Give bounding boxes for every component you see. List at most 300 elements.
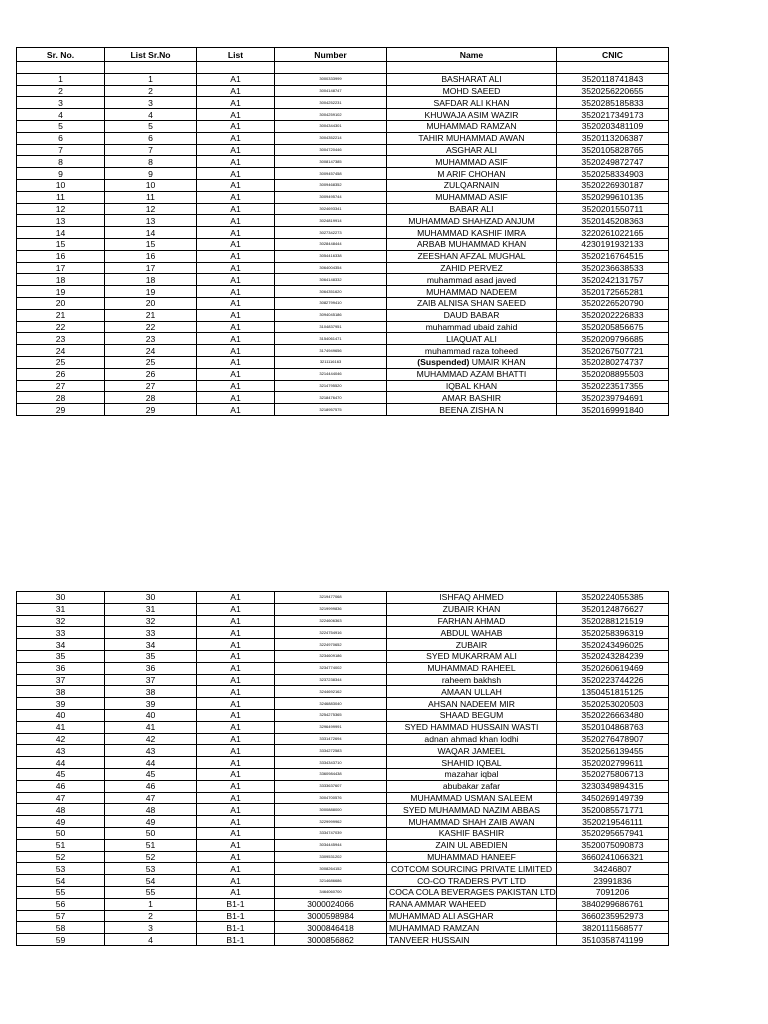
cell-sr-no: 59 (17, 934, 105, 946)
cell-list: A1 (197, 333, 275, 345)
cell-name (387, 356, 557, 368)
cell-name: raheem bakhsh (387, 674, 557, 686)
table-row (17, 804, 669, 816)
cell-number: 3333637607 (275, 780, 387, 792)
table-row (17, 345, 669, 357)
cell-cnic: 3520224055385 (557, 592, 669, 604)
cell-name: WAQAR JAMEEL (387, 745, 557, 757)
cell-list-sr-no: 44 (105, 757, 197, 769)
cell-sr-no: 8 (17, 156, 105, 168)
cell-name: IQBAL KHAN (387, 380, 557, 392)
cell-cnic: 3520239794691 (557, 392, 669, 404)
table-row (17, 816, 669, 828)
cell-list-sr-no: 19 (105, 286, 197, 298)
cell-list: A1 (197, 839, 275, 851)
cell-list: A1 (197, 203, 275, 215)
cell-name: AMAR BASHIR (387, 392, 557, 404)
cell-name: TAHIR MUHAMMAD AWAN (387, 132, 557, 144)
cell-list-sr-no: 37 (105, 674, 197, 686)
cell-sr-no: 55 (17, 886, 105, 898)
cell-cnic: 3520105828765 (557, 144, 669, 156)
cell-list-sr-no: 18 (105, 274, 197, 286)
cell-number: 3028448444 (275, 238, 387, 250)
cell-name: ZAIB ALNISA SHAN SAEED (387, 297, 557, 309)
cell-list-sr-no: 7 (105, 144, 197, 156)
cell-cnic: 3520201550711 (557, 203, 669, 215)
cell-number: 3246883040 (275, 698, 387, 710)
cell-sr-no: 1 (17, 73, 105, 85)
cell-sr-no: 17 (17, 262, 105, 274)
table-row (17, 144, 669, 156)
cell-cnic: 3520226520790 (557, 297, 669, 309)
cell-sr-no: 58 (17, 922, 105, 934)
cell-list: A1 (197, 686, 275, 698)
cell-list: A1 (197, 662, 275, 674)
cell-number: 3008147385 (275, 156, 387, 168)
cell-number: 3360984438 (275, 768, 387, 780)
cell-sr-no: 5 (17, 120, 105, 132)
cell-list-sr-no: 26 (105, 368, 197, 380)
table-row (17, 404, 669, 416)
cell-list-sr-no: 43 (105, 745, 197, 757)
table-row (17, 757, 669, 769)
cell-list: A1 (197, 191, 275, 203)
cell-cnic: 3520118741843 (557, 73, 669, 85)
cell-cnic: 3520124876627 (557, 603, 669, 615)
cell-name: FARHAN AHMAD (387, 615, 557, 627)
cell-cnic: 3520299610135 (557, 191, 669, 203)
cell-list: A1 (197, 827, 275, 839)
cell-cnic: 3520249872747 (557, 156, 669, 168)
cell-sr-no: 20 (17, 297, 105, 309)
cell-name: SAFDAR ALI KHAN (387, 97, 557, 109)
cell-cnic: 3520217349173 (557, 109, 669, 121)
cell-list-sr-no: 39 (105, 698, 197, 710)
cell-list: A1 (197, 392, 275, 404)
cell-number: 3024693341 (275, 203, 387, 215)
cell-list: A1 (197, 886, 275, 898)
cell-number: 3334272583 (275, 745, 387, 757)
cell-sr-no: 4 (17, 109, 105, 121)
cell-cnic: 3520202226833 (557, 309, 669, 321)
cell-cnic: 3520202799611 (557, 757, 669, 769)
cell-list: A1 (197, 144, 275, 156)
cell-number: 3254275365 (275, 709, 387, 721)
cell-list-sr-no: 45 (105, 768, 197, 780)
cell-sr-no: 22 (17, 321, 105, 333)
cell-number: 3004259102 (275, 109, 387, 121)
records-table-bottom (16, 591, 669, 946)
cell-number: 3000856862 (275, 934, 387, 946)
table-row (17, 603, 669, 615)
table-row (17, 934, 669, 946)
cell-cnic: 3520223744226 (557, 674, 669, 686)
cell-sr-no: 18 (17, 274, 105, 286)
name-text: UMAIR KHAN (469, 357, 526, 368)
cell-list: A1 (197, 321, 275, 333)
cell-list-sr-no: 49 (105, 816, 197, 828)
cell-name: MUHAMMAD ASIF (387, 156, 557, 168)
cell-list: A1 (197, 875, 275, 887)
cell-list: A1 (197, 721, 275, 733)
cell-cnic: 23991836 (557, 875, 669, 887)
cell-list: A1 (197, 615, 275, 627)
table-row (17, 792, 669, 804)
cell-sr-no: 25 (17, 356, 105, 368)
cell-number: 3009468352 (275, 179, 387, 191)
table-row (17, 380, 669, 392)
cell-list: B1-1 (197, 922, 275, 934)
cell-list-sr-no: 22 (105, 321, 197, 333)
cell-list: A1 (197, 768, 275, 780)
cell-name: AHSAN NADEEM MIR (387, 698, 557, 710)
cell-name: ISHFAQ AHMED (387, 592, 557, 604)
cell-name: MUHAMMAD HANEEF (387, 851, 557, 863)
col-header-name: Name (387, 48, 557, 62)
cell-sr-no: 35 (17, 650, 105, 662)
cell-list: A1 (197, 238, 275, 250)
cell-name: ZEESHAN AFZAL MUGHAL (387, 250, 557, 262)
cell-list-sr-no: 2 (105, 910, 197, 922)
cell-cnic: 3520285185833 (557, 97, 669, 109)
table-row (17, 863, 669, 875)
col-header-list: List (197, 48, 275, 62)
cell-number: 3064351620 (275, 286, 387, 298)
cell-list-sr-no: 1 (105, 898, 197, 910)
table-row (17, 615, 669, 627)
cell-list-sr-no: 55 (105, 886, 197, 898)
cell-sr-no: 36 (17, 662, 105, 674)
cell-number: 3000888000 (275, 804, 387, 816)
cell-list: A1 (197, 851, 275, 863)
cell-number: 3064148332 (275, 274, 387, 286)
cell-number: 3214795520 (275, 380, 387, 392)
cell-number: 3154061471 (275, 333, 387, 345)
cell-sr-no: 12 (17, 203, 105, 215)
cell-number: 3464060700 (275, 886, 387, 898)
cell-list-sr-no: 15 (105, 238, 197, 250)
cell-list: A1 (197, 97, 275, 109)
cell-cnic: 3520258334903 (557, 168, 669, 180)
cell-list-sr-no: 6 (105, 132, 197, 144)
cell-name: SYED MUHAMMAD NAZIM ABBAS (387, 804, 557, 816)
cell-number: 3331472694 (275, 733, 387, 745)
table-body-top (17, 73, 669, 415)
cell-list-sr-no: 48 (105, 804, 197, 816)
cell-list-sr-no: 50 (105, 827, 197, 839)
cell-number: 3000846418 (275, 922, 387, 934)
cell-cnic: 3520172565281 (557, 286, 669, 298)
cell-cnic: 3820111568577 (557, 922, 669, 934)
cell-list-sr-no: 34 (105, 639, 197, 651)
table-row (17, 650, 669, 662)
cell-number: 3094045186 (275, 309, 387, 321)
cell-name: MUHAMMAD AZAM BHATTI (387, 368, 557, 380)
cell-list-sr-no: 40 (105, 709, 197, 721)
cell-number: 3174949656 (275, 345, 387, 357)
cell-number: 3214686686 (275, 875, 387, 887)
cell-list: A1 (197, 745, 275, 757)
suspended-label: (Suspended) (417, 357, 470, 368)
cell-list-sr-no: 51 (105, 839, 197, 851)
cell-number: 3008264152 (275, 863, 387, 875)
cell-sr-no: 11 (17, 191, 105, 203)
cell-cnic: 3520226663480 (557, 709, 669, 721)
table-row (17, 85, 669, 97)
cell-name: muhammad asad javed (387, 274, 557, 286)
cell-list-sr-no: 28 (105, 392, 197, 404)
cell-name: BEENA ZISHA N (387, 404, 557, 416)
cell-name: MUHAMMAD KASHIF IMRA (387, 227, 557, 239)
cell-name: TANVEER HUSSAIN (387, 934, 557, 946)
cell-sr-no: 34 (17, 639, 105, 651)
cell-sr-no: 54 (17, 875, 105, 887)
cell-number: 3000598984 (275, 910, 387, 922)
cell-name: KASHIF BASHIR (387, 827, 557, 839)
cell-list: A1 (197, 816, 275, 828)
table-body-bottom (17, 592, 669, 946)
cell-name: ZAHID PERVEZ (387, 262, 557, 274)
table-row (17, 333, 669, 345)
table-row (17, 274, 669, 286)
cell-number: 3211116163 (275, 356, 387, 368)
table-row (17, 368, 669, 380)
table-row (17, 132, 669, 144)
cell-list-sr-no: 8 (105, 156, 197, 168)
cell-cnic: 3520226930187 (557, 179, 669, 191)
cell-number: 3004252231 (275, 97, 387, 109)
cell-list-sr-no: 1 (105, 73, 197, 85)
table-row (17, 910, 669, 922)
cell-sr-no: 21 (17, 309, 105, 321)
cell-cnic: 3520236638533 (557, 262, 669, 274)
cell-number: 3218476470 (275, 392, 387, 404)
table-row (17, 627, 669, 639)
cell-cnic: 3520280274737 (557, 356, 669, 368)
table-row (17, 733, 669, 745)
cell-sr-no: 44 (17, 757, 105, 769)
cell-sr-no: 28 (17, 392, 105, 404)
cell-list-sr-no: 32 (105, 615, 197, 627)
cell-name: mazahar iqbal (387, 768, 557, 780)
cell-list: A1 (197, 757, 275, 769)
cell-cnic: 3520219546111 (557, 816, 669, 828)
cell-cnic: 3520256139455 (557, 745, 669, 757)
cell-cnic: 3520253020503 (557, 698, 669, 710)
cell-sr-no: 32 (17, 615, 105, 627)
cell-name: MUHAMMAD SHAHZAD ANJUM (387, 215, 557, 227)
cell-list: A1 (197, 356, 275, 368)
cell-cnic: 3520209796685 (557, 333, 669, 345)
table-row (17, 321, 669, 333)
cell-name: SHAAD BEGUM (387, 709, 557, 721)
cell-number: 3334747039 (275, 827, 387, 839)
col-header-sr-no: Sr. No. (17, 48, 105, 62)
cell-cnic: 3520275806713 (557, 768, 669, 780)
cell-list: A1 (197, 85, 275, 97)
table-row (17, 768, 669, 780)
cell-sr-no: 3 (17, 97, 105, 109)
cell-cnic: 3520243284239 (557, 650, 669, 662)
cell-list-sr-no: 11 (105, 191, 197, 203)
table-row (17, 898, 669, 910)
cell-cnic: 3520260619469 (557, 662, 669, 674)
table-row (17, 698, 669, 710)
cell-number: 3224606363 (275, 615, 387, 627)
cell-number: 3064004354 (275, 262, 387, 274)
cell-sr-no: 14 (17, 227, 105, 239)
cell-number: 3244692162 (275, 686, 387, 698)
table-row (17, 179, 669, 191)
table-row (17, 827, 669, 839)
cell-list-sr-no: 20 (105, 297, 197, 309)
cell-sr-no: 13 (17, 215, 105, 227)
cell-list: A1 (197, 168, 275, 180)
cell-sr-no: 16 (17, 250, 105, 262)
cell-number: 3034445944 (275, 839, 387, 851)
cell-list: A1 (197, 109, 275, 121)
cell-number: 3229999962 (275, 816, 387, 828)
cell-number: 3234774002 (275, 662, 387, 674)
cell-list-sr-no: 27 (105, 380, 197, 392)
blank-cell (197, 62, 275, 74)
cell-sr-no: 33 (17, 627, 105, 639)
cell-cnic: 3520075090873 (557, 839, 669, 851)
cell-name: MUHAMMAD SHAH ZAIB AWAN (387, 816, 557, 828)
cell-cnic: 3520242131757 (557, 274, 669, 286)
cell-name: KHUWAJA ASIM WAZIR (387, 109, 557, 121)
cell-sr-no: 40 (17, 709, 105, 721)
cell-list: A1 (197, 639, 275, 651)
cell-name: MUHAMMAD RAMZAN (387, 922, 557, 934)
cell-name: AMAAN ULLAH (387, 686, 557, 698)
cell-list-sr-no: 5 (105, 120, 197, 132)
cell-sr-no: 2 (17, 85, 105, 97)
cell-number: 3004352214 (275, 132, 387, 144)
cell-sr-no: 47 (17, 792, 105, 804)
cell-number: 3009495744 (275, 191, 387, 203)
cell-sr-no: 51 (17, 839, 105, 851)
cell-list: A1 (197, 698, 275, 710)
cell-name: CO-CO TRADERS PVT LTD (387, 875, 557, 887)
cell-number: 3009457458 (275, 168, 387, 180)
cell-name: MUHAMMAD USMAN SALEEM (387, 792, 557, 804)
cell-list: A1 (197, 368, 275, 380)
cell-name: SYED HAMMAD HUSSAIN WASTI (387, 721, 557, 733)
cell-number: 3000024066 (275, 898, 387, 910)
records-table-top (16, 47, 669, 416)
cell-list-sr-no: 41 (105, 721, 197, 733)
table-row (17, 686, 669, 698)
cell-list: A1 (197, 674, 275, 686)
cell-list-sr-no: 4 (105, 934, 197, 946)
cell-cnic: 3520256220655 (557, 85, 669, 97)
cell-list: A1 (197, 309, 275, 321)
cell-name: RANA AMMAR WAHEED (387, 898, 557, 910)
table-row (17, 156, 669, 168)
cell-list-sr-no: 52 (105, 851, 197, 863)
cell-name: COTCOM SOURCING PRIVATE LIMITED (387, 863, 557, 875)
cell-sr-no: 19 (17, 286, 105, 298)
cell-name: M ARIF CHOHAN (387, 168, 557, 180)
cell-cnic: 3520295657941 (557, 827, 669, 839)
cell-sr-no: 9 (17, 168, 105, 180)
table-row (17, 227, 669, 239)
cell-list: B1-1 (197, 934, 275, 946)
cell-list-sr-no: 25 (105, 356, 197, 368)
blank-row (17, 62, 669, 74)
cell-list: A1 (197, 592, 275, 604)
table-row (17, 191, 669, 203)
table-row (17, 262, 669, 274)
table-row (17, 203, 669, 215)
cell-sr-no: 10 (17, 179, 105, 191)
cell-name: ZULQARNAIN (387, 179, 557, 191)
cell-name: LIAQUAT ALI (387, 333, 557, 345)
cell-number: 3054416338 (275, 250, 387, 262)
cell-sr-no: 6 (17, 132, 105, 144)
cell-name: ZAIN UL ABEDIEN (387, 839, 557, 851)
cell-number: 3224754916 (275, 627, 387, 639)
cell-number: 3024819914 (275, 215, 387, 227)
cell-cnic: 3520169991840 (557, 404, 669, 416)
cell-number: 3027342273 (275, 227, 387, 239)
cell-list: B1-1 (197, 910, 275, 922)
cell-number: 3082799410 (275, 297, 387, 309)
cell-name: BABAR ALI (387, 203, 557, 215)
cell-list: A1 (197, 215, 275, 227)
cell-number: 3237238344 (275, 674, 387, 686)
table-row (17, 97, 669, 109)
cell-sr-no: 41 (17, 721, 105, 733)
cell-name: ZUBAIR (387, 639, 557, 651)
cell-list: A1 (197, 404, 275, 416)
cell-list-sr-no: 16 (105, 250, 197, 262)
cell-list-sr-no: 54 (105, 875, 197, 887)
table-row (17, 674, 669, 686)
table-row (17, 238, 669, 250)
cell-list: A1 (197, 804, 275, 816)
cell-list-sr-no: 23 (105, 333, 197, 345)
header-row (17, 48, 669, 62)
cell-sr-no: 7 (17, 144, 105, 156)
col-header-cnic: CNIC (557, 48, 669, 62)
cell-list-sr-no: 12 (105, 203, 197, 215)
cell-list-sr-no: 17 (105, 262, 197, 274)
cell-sr-no: 43 (17, 745, 105, 757)
cell-name: DAUD BABAR (387, 309, 557, 321)
cell-name: muhammad ubaid zahid (387, 321, 557, 333)
cell-list: A1 (197, 603, 275, 615)
table-row (17, 286, 669, 298)
table-row (17, 356, 669, 368)
cell-list: A1 (197, 380, 275, 392)
cell-list: A1 (197, 792, 275, 804)
cell-cnic: 3520208895503 (557, 368, 669, 380)
table-row (17, 745, 669, 757)
cell-list: A1 (197, 262, 275, 274)
cell-sr-no: 23 (17, 333, 105, 345)
cell-list-sr-no: 38 (105, 686, 197, 698)
cell-sr-no: 48 (17, 804, 105, 816)
cell-sr-no: 46 (17, 780, 105, 792)
cell-name: MUHAMMAD ALI ASGHAR (387, 910, 557, 922)
table-row (17, 780, 669, 792)
table-row (17, 109, 669, 121)
cell-sr-no: 50 (17, 827, 105, 839)
cell-list-sr-no: 9 (105, 168, 197, 180)
table-row (17, 120, 669, 132)
